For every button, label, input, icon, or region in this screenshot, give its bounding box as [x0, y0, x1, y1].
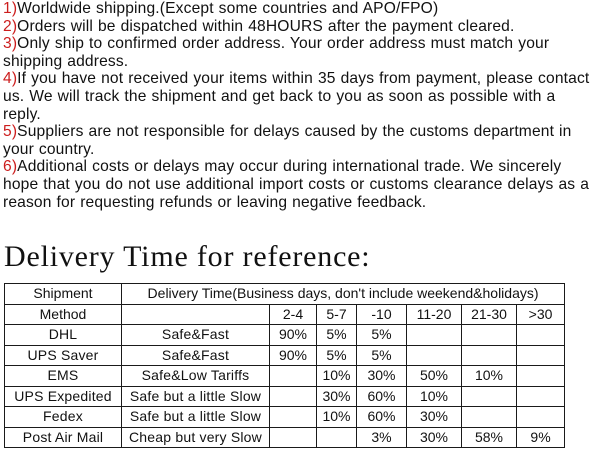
percent-cell: [517, 366, 565, 387]
percent-cell: [462, 345, 517, 366]
percent-cell: [407, 345, 462, 366]
percent-cell: [462, 407, 517, 428]
range-header: 2-4: [270, 304, 317, 325]
percent-cell: 3%: [357, 427, 407, 448]
method-cell: UPS Saver: [5, 345, 122, 366]
table-row: [5, 386, 565, 407]
method-cell: DHL: [5, 325, 122, 346]
policy-number: 6): [3, 158, 18, 176]
shipping-policy-list: [3, 0, 597, 211]
policy-item: [3, 35, 597, 70]
policy-item: [3, 123, 597, 158]
policy-number: 5): [3, 123, 18, 141]
header-description-cell: [122, 304, 270, 325]
header-delivery-time: Delivery Time(Business days, don't include weekend&holidays): [122, 284, 565, 305]
description-cell: Safe&Fast: [122, 345, 270, 366]
policy-item: [3, 0, 597, 18]
percent-cell: [517, 386, 565, 407]
header-method: Method: [5, 304, 122, 325]
table-subheader-row: [5, 304, 565, 325]
percent-cell: [270, 427, 317, 448]
policy-number: 2): [3, 17, 18, 35]
percent-cell: [462, 386, 517, 407]
percent-cell: 90%: [270, 345, 317, 366]
policy-number: 3): [3, 35, 18, 53]
percent-cell: 5%: [357, 325, 407, 346]
percent-cell: 30%: [407, 407, 462, 428]
table-row: [5, 407, 565, 428]
policy-item: [3, 70, 597, 123]
policy-item: [3, 18, 597, 36]
table-header-row: [5, 284, 565, 305]
policy-text: Orders will be dispatched within 48HOURS after the payment cleared.: [17, 17, 515, 35]
range-header: 5-7: [317, 304, 357, 325]
percent-cell: 5%: [317, 325, 357, 346]
percent-cell: [517, 407, 565, 428]
table-row: [5, 345, 565, 366]
delivery-time-title: Delivery Time for reference:: [4, 240, 371, 273]
description-cell: Safe&Fast: [122, 325, 270, 346]
percent-cell: [270, 407, 317, 428]
policy-number: 1): [3, 0, 18, 17]
percent-cell: 10%: [317, 366, 357, 387]
percent-cell: 50%: [407, 366, 462, 387]
range-header: 21-30: [462, 304, 517, 325]
policy-text: Suppliers are not responsible for delays caused by the customs department in your country.: [3, 123, 572, 158]
policy-text: Additional costs or delays may occur during international trade. We sincerely hope that you do not use additional import costs or customs clearance delays as a reason for requesting refunds or leaving negative feedback.: [3, 158, 590, 211]
percent-cell: [407, 325, 462, 346]
percent-cell: [317, 427, 357, 448]
policy-text: If you have not received your items within 35 days from payment, please contact us. We will track the shipment and get back to you as soon as possible with a reply.: [3, 70, 590, 123]
percent-cell: 10%: [317, 407, 357, 428]
percent-cell: 9%: [517, 427, 565, 448]
method-cell: Fedex: [5, 407, 122, 428]
percent-cell: [517, 325, 565, 346]
percent-cell: 30%: [357, 366, 407, 387]
header-shipment: Shipment: [5, 284, 122, 305]
percent-cell: 5%: [317, 345, 357, 366]
method-cell: EMS: [5, 366, 122, 387]
description-cell: Safe but a little Slow: [122, 407, 270, 428]
policy-item: [3, 158, 597, 211]
percent-cell: [270, 386, 317, 407]
percent-cell: [462, 325, 517, 346]
policy-number: 4): [3, 70, 18, 88]
description-cell: Safe&Low Tariffs: [122, 366, 270, 387]
percent-cell: 90%: [270, 325, 317, 346]
policy-text: Only ship to confirmed order address. Your order address must match your shipping address.: [3, 35, 550, 70]
policy-text: Worldwide shipping.(Except some countries and APO/FPO): [17, 0, 439, 17]
range-header: -10: [357, 304, 407, 325]
percent-cell: 60%: [357, 386, 407, 407]
range-header: 11-20: [407, 304, 462, 325]
percent-cell: 30%: [317, 386, 357, 407]
percent-cell: [517, 345, 565, 366]
percent-cell: 58%: [462, 427, 517, 448]
table-row: [5, 366, 565, 387]
table-row: [5, 427, 565, 448]
delivery-time-table: [4, 283, 565, 448]
table-row: [5, 325, 565, 346]
percent-cell: 30%: [407, 427, 462, 448]
description-cell: Safe but a little Slow: [122, 386, 270, 407]
range-header: >30: [517, 304, 565, 325]
percent-cell: 10%: [407, 386, 462, 407]
method-cell: UPS Expedited: [5, 386, 122, 407]
method-cell: Post Air Mail: [5, 427, 122, 448]
percent-cell: [270, 366, 317, 387]
percent-cell: 5%: [357, 345, 407, 366]
description-cell: Cheap but very Slow: [122, 427, 270, 448]
percent-cell: 60%: [357, 407, 407, 428]
percent-cell: 10%: [462, 366, 517, 387]
